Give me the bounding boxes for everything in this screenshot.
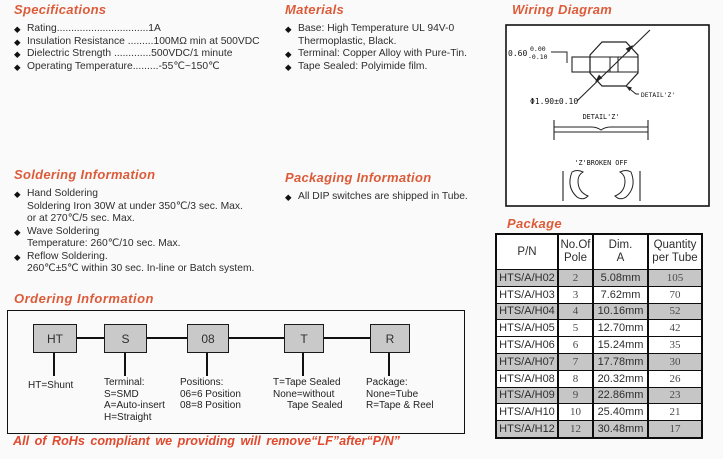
spec-item: ◆ Insulation Resistance .........100MΩ min at 500VDC — [14, 35, 260, 47]
diameter-label: Φ1.90±0.10 — [530, 97, 579, 106]
soldering-item: ◆ Hand Soldering Soldering Iron 30W at under 350℃/3 sec. Max. or at 270℃/5 sec. Max. — [14, 188, 243, 224]
col-header-qty: Quantity per Tube — [648, 234, 702, 270]
materials-title: Materials — [285, 2, 345, 17]
table-row: HTS/A/H05 5 12.70mm 42 — [496, 320, 702, 337]
table-row: HTS/A/H04 4 10.16mm 52 — [496, 303, 702, 320]
spec-item: ◆ Rating................................1A — [14, 23, 161, 34]
table-row: HTS/A/H09 9 22.86mm 23 — [496, 387, 702, 404]
z-broken-off-label: 'Z'BROKEN OFF — [574, 159, 628, 167]
desc-positions: Positions: 06=6 Position 08=8 Position — [180, 377, 241, 411]
diamond-bullet-icon: ◆ — [14, 226, 21, 237]
col-header-pn: P/N — [496, 234, 558, 270]
ordering-title: Ordering Information — [14, 291, 154, 306]
table-row: HTS/A/H06 6 15.24mm 35 — [496, 337, 702, 354]
stem-line — [388, 351, 390, 376]
wiring-diagram-figure — [505, 24, 710, 207]
stem-line — [206, 351, 208, 376]
table-row: HTS/A/H02 2 5.08mm 105 — [496, 270, 702, 287]
tolerance-upper-label: 0.00 — [530, 45, 546, 53]
table-row: HTS/A/H03 3 7.62mm 70 — [496, 286, 702, 303]
specifications-title: Specifications — [14, 2, 107, 17]
packaging-section — [285, 170, 505, 204]
stem-line — [302, 351, 304, 376]
specifications-section — [14, 2, 274, 73]
tolerance-lower-label: -0.10 — [528, 53, 548, 61]
diamond-bullet-icon: ◆ — [14, 49, 21, 59]
diamond-bullet-icon: ◆ — [14, 251, 21, 262]
stem-line — [124, 351, 126, 376]
diamond-bullet-icon: ◆ — [14, 189, 21, 199]
code-box-t: T — [284, 324, 324, 353]
soldering-list — [14, 188, 284, 276]
table-row: HTS/A/H07 7 17.78mm 30 — [496, 353, 702, 370]
materials-section — [285, 2, 500, 73]
specifications-list — [14, 23, 274, 73]
detail-callout-label: DETAIL'Z' — [641, 92, 676, 99]
spec-item: ◆ Operating Temperature.........-55℃~150℃ — [14, 60, 220, 72]
code-box-08: 08 — [187, 324, 229, 353]
soldering-title: Soldering Information — [14, 167, 156, 182]
materials-item: ◆ Terminal: Copper Alloy with Pure-Tin. — [285, 48, 468, 59]
col-header-dim: Dim. A — [593, 234, 648, 270]
code-box-r: R — [370, 324, 410, 353]
ordering-diagram — [7, 310, 465, 434]
package-table — [495, 233, 703, 439]
desc-package: Package: None=Tube R=Tape & Reel — [366, 377, 434, 411]
diamond-bullet-icon: ◆ — [14, 61, 21, 72]
soldering-item: ◆ Wave Soldering Temperature: 260℃/10 sec. Max. — [14, 225, 181, 249]
desc-shunt: HT=Shunt — [28, 380, 74, 391]
packaging-item: ◆ All DIP switches are shipped in Tube. — [285, 191, 468, 202]
table-row: HTS/A/H08 8 20.32mm 26 — [496, 370, 702, 387]
soldering-section — [14, 167, 284, 276]
diamond-bullet-icon: ◆ — [285, 49, 292, 59]
table-header-row — [496, 234, 702, 270]
wiring-diagram-drawing — [505, 24, 710, 207]
stem-line — [53, 351, 55, 376]
desc-tape-sealed: T=Tape Sealed None=without Tape Sealed — [273, 377, 343, 411]
rohs-note: All of RoHs compliant we providing will remove“LF”after“P/N” — [13, 434, 400, 448]
materials-list — [285, 23, 500, 73]
diamond-bullet-icon: ◆ — [285, 192, 292, 202]
code-box-ht: HT — [33, 324, 77, 353]
spec-item: ◆ Dielectric Strength .............500VDC/1 minute — [14, 48, 233, 59]
package-title: Package — [507, 216, 562, 231]
detail-z-title: DETAIL'Z' — [582, 113, 620, 121]
packaging-list — [285, 191, 505, 204]
packaging-title: Packaging Information — [285, 170, 432, 185]
wiring-diagram-title: Wiring Diagram — [512, 2, 613, 17]
dim-width-label: 0.60 — [508, 49, 528, 58]
diamond-bullet-icon: ◆ — [285, 24, 292, 34]
table-row: HTS/A/H12 12 30.48mm 17 — [496, 421, 702, 438]
soldering-item: ◆ Reflow Soldering. 260℃±5℃ within 30 sec. In-line or Batch system. — [14, 250, 255, 274]
materials-item: ◆ Tape Sealed: Polyimide film. — [285, 60, 428, 72]
desc-terminal: Terminal: S=SMD A=Auto-insert H=Straight — [104, 377, 165, 423]
diamond-bullet-icon: ◆ — [14, 36, 21, 47]
col-header-pole: No.Of Pole — [558, 234, 593, 270]
diamond-bullet-icon: ◆ — [285, 61, 292, 72]
code-box-s: S — [104, 324, 147, 353]
table-row: HTS/A/H10 10 25.40mm 21 — [496, 404, 702, 421]
materials-item: ◆ Base: High Temperature UL 94V-0 Thermoplastic, Black. — [285, 23, 455, 47]
diamond-bullet-icon: ◆ — [14, 24, 21, 34]
